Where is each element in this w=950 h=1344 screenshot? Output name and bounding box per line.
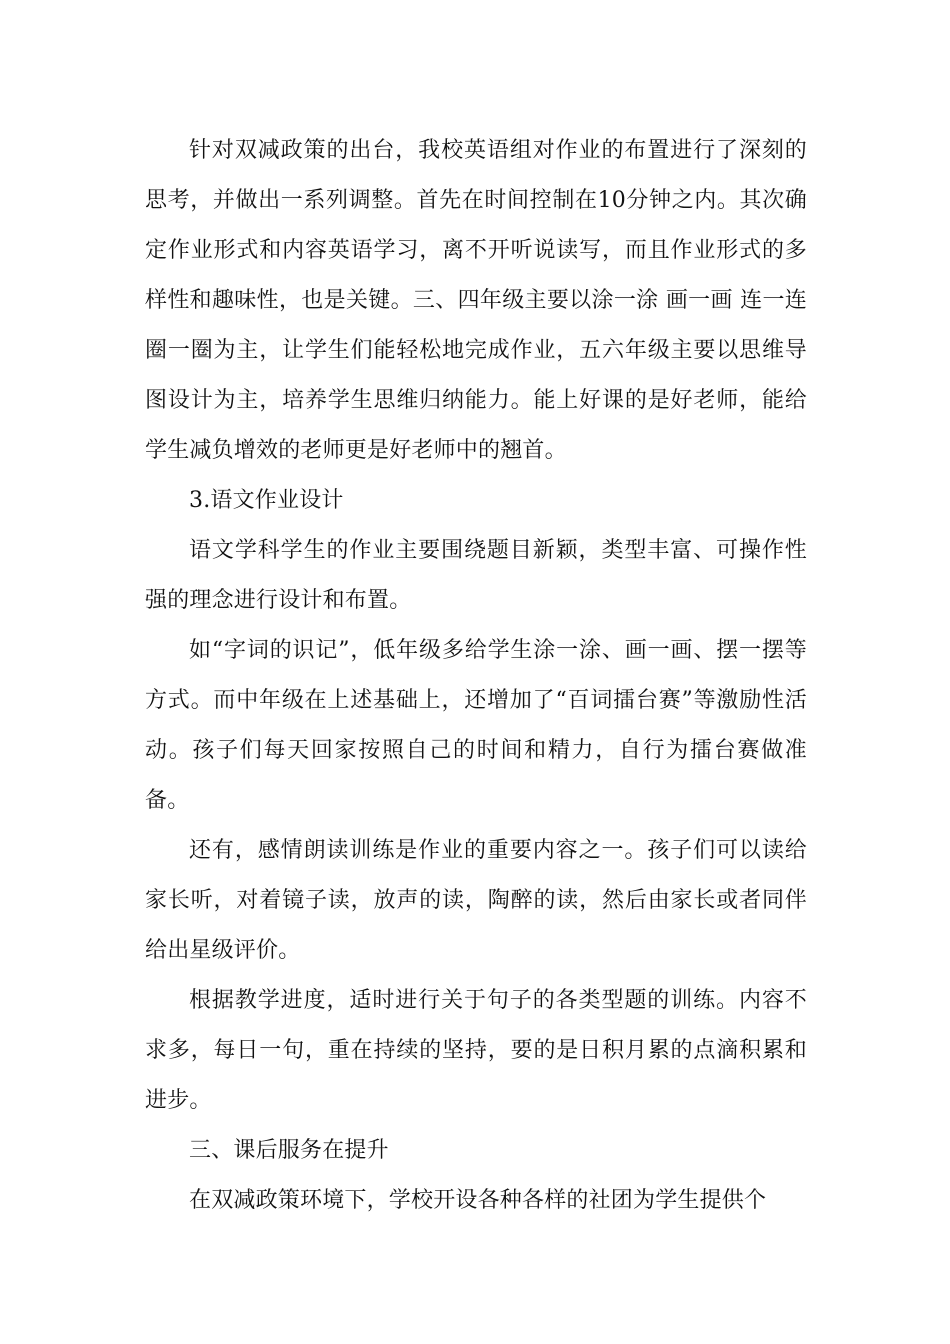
paragraph-clubs: 在双减政策环境下，学校开设各种各样的社团为学生提供个 xyxy=(189,1188,767,1213)
document-body xyxy=(145,126,807,1226)
paragraph-sentence-training: 根据教学进度，适时进行关于句子的各类型题的训练。内容不求多，每日一句，重在持续的坚持，要的是日积月累的点滴积累和进步。 xyxy=(145,988,807,1113)
heading-after-school-service: 三、课后服务在提升 xyxy=(189,1138,389,1163)
paragraph-reading-training: 还有，感情朗读训练是作业的重要内容之一。孩子们可以读给家长听，对着镜子读，放声的读，陶醉的读，然后由家长或者同伴给出星级评价。 xyxy=(145,838,807,963)
paragraph-english-homework: 针对双减政策的出台，我校英语组对作业的布置进行了深刻的思考，并做出一系列调整。首先在时间控制在10分钟之内。其次确定作业形式和内容英语学习，离不开听说读写，而且作业形式的多样性和趣味性，也是关键。三、四年级主要以涂一涂 画一画 连一连 圈一圈为主，让学生们能轻松地完成作业，五六年级主要以思维导图设计为主，培养学生思维归纳能力。能上好课的是好老师，能给学生减负增效的老师更是好老师中的翘首。 xyxy=(145,138,807,463)
heading-chinese-homework-design: 3.语文作业设计 xyxy=(189,488,344,513)
paragraph-chinese-homework-intro: 语文学科学生的作业主要围绕题目新颖，类型丰富、可操作性强的理念进行设计和布置。 xyxy=(145,538,807,613)
paragraph-word-recognition: 如“字词的识记”，低年级多给学生涂一涂、画一画、摆一摆等方式。而中年级在上述基础上，还增加了“百词擂台赛”等激励性活动。孩子们每天回家按照自己的时间和精力，自行为擂台赛做准备。 xyxy=(145,638,807,813)
